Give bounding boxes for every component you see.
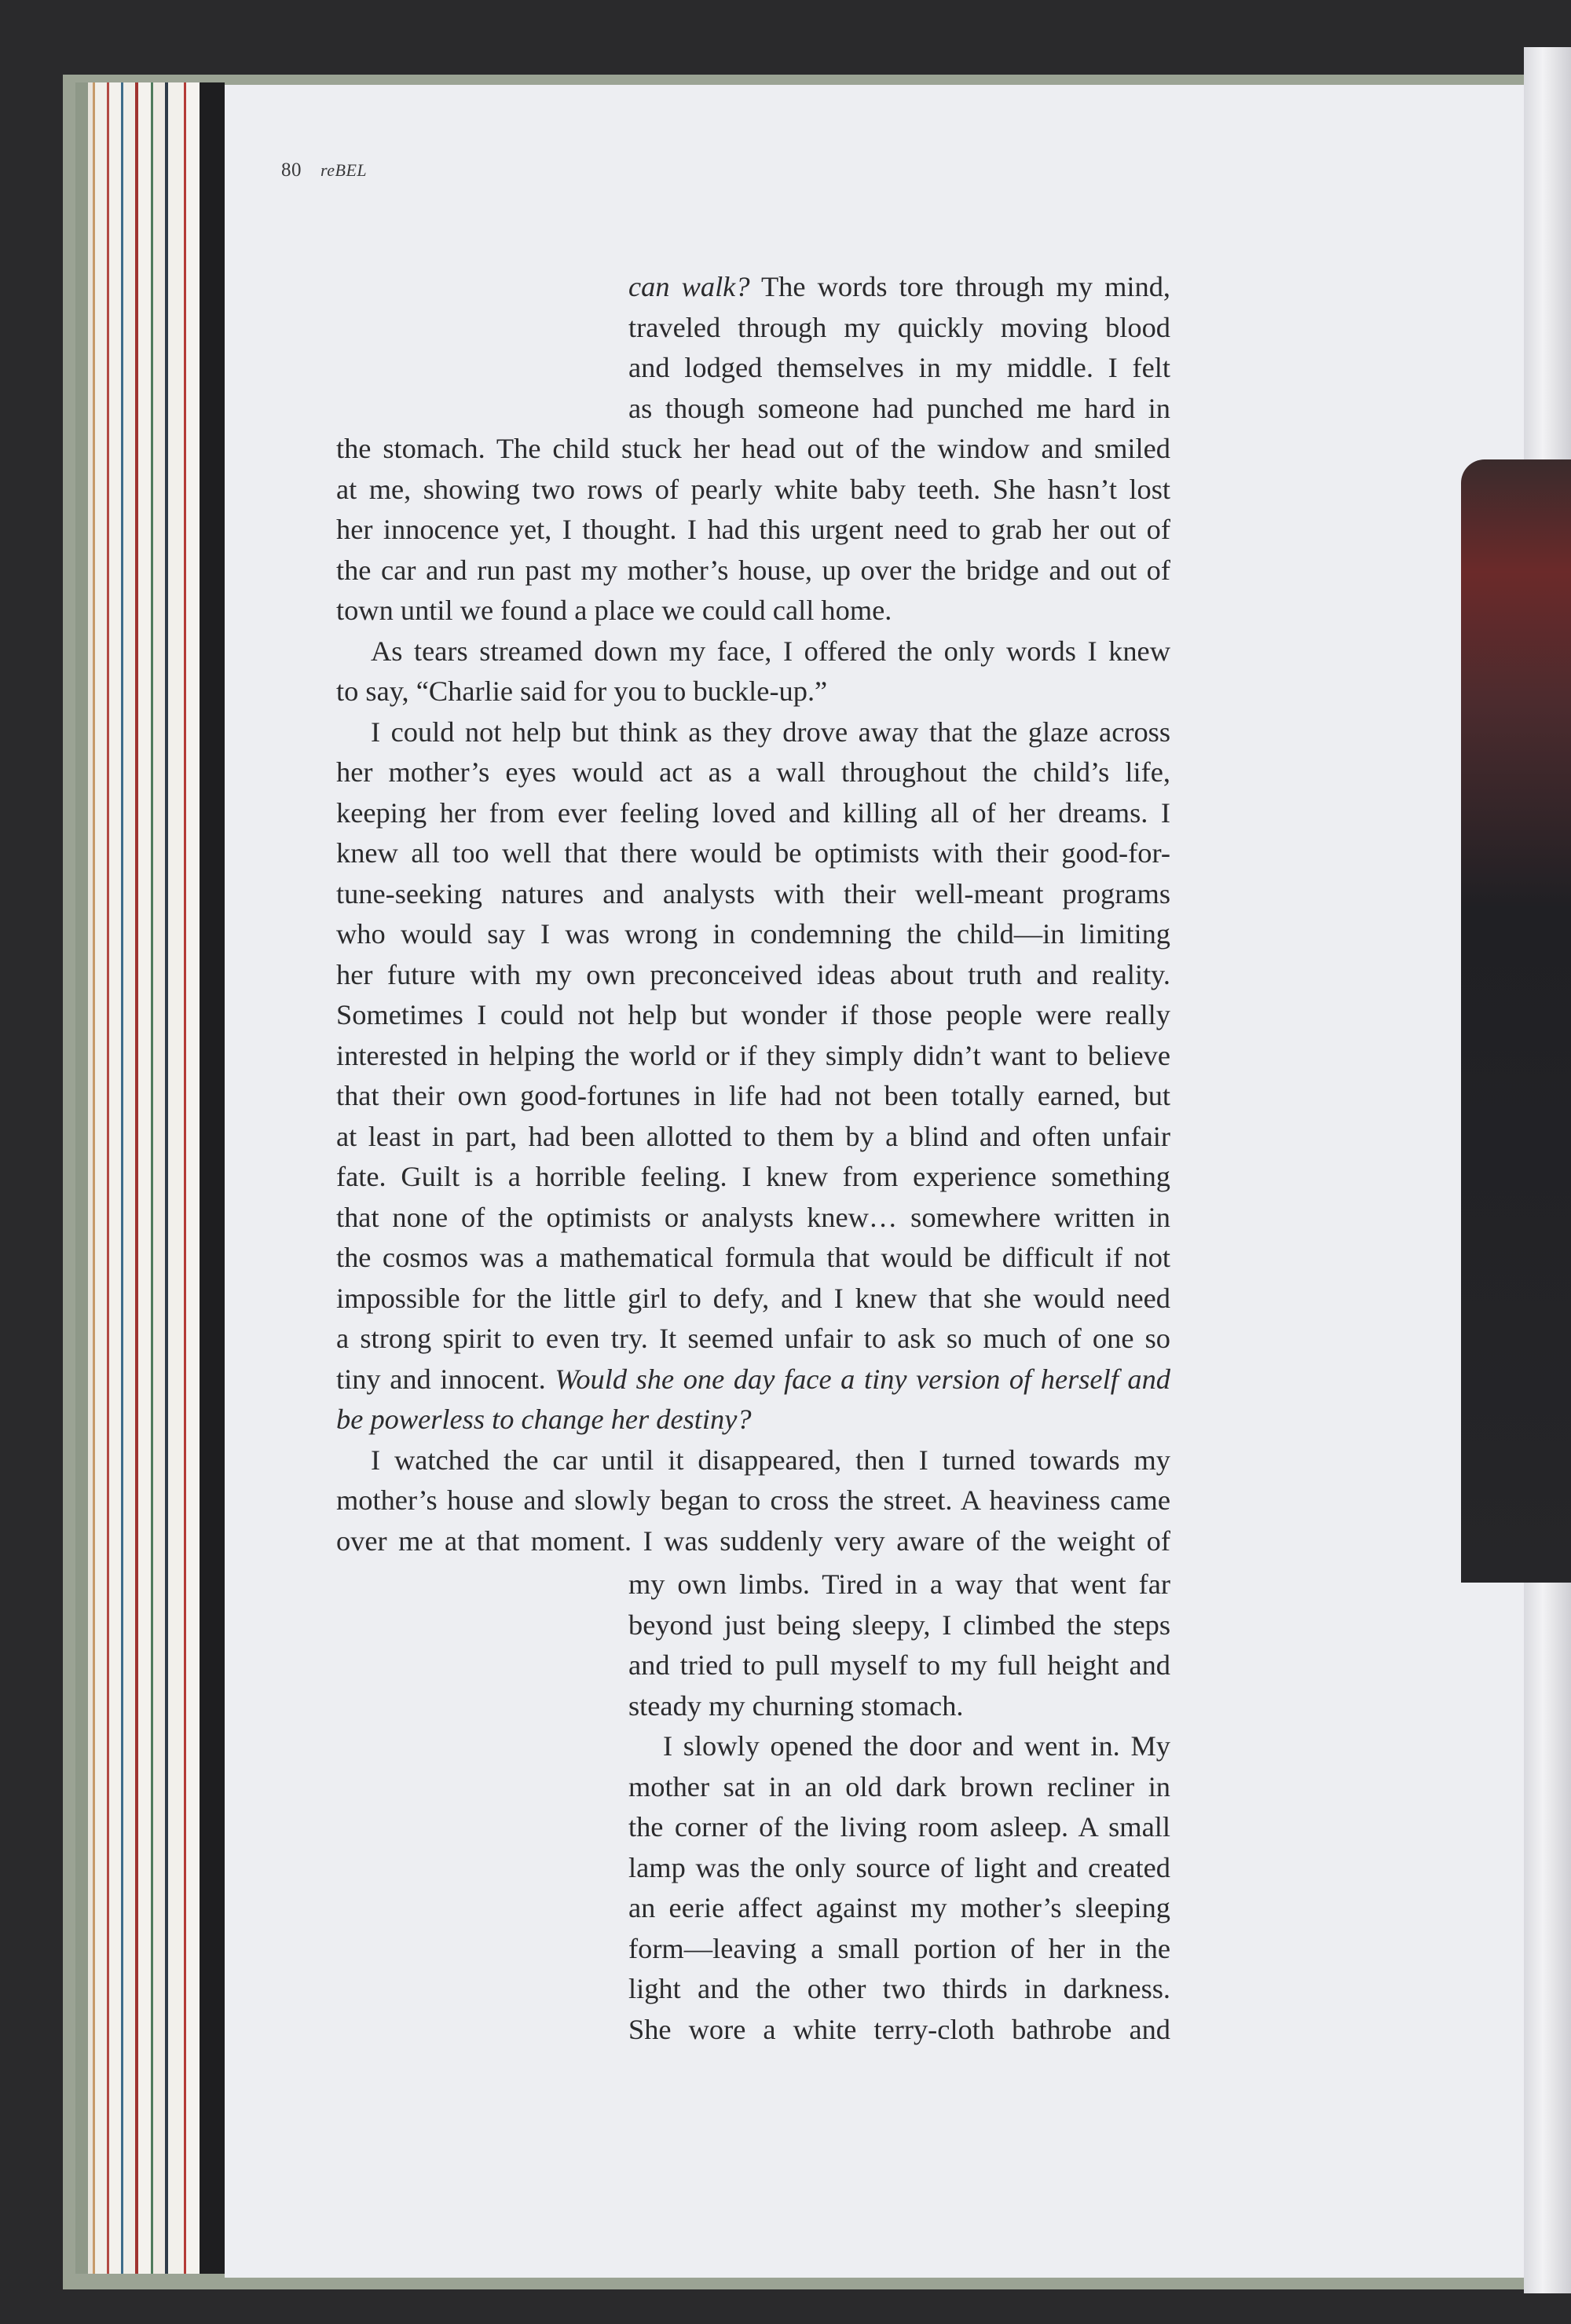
running-title: reBEL xyxy=(320,160,368,180)
text-line xyxy=(336,429,1170,470)
line-text: impossible for the little girl to defy, and I knew that she would need xyxy=(336,1282,1170,1314)
text-line xyxy=(628,1726,1170,1767)
line-text: steady my churning stomach. xyxy=(628,1689,964,1722)
running-header xyxy=(281,159,367,181)
text-line xyxy=(336,914,1170,955)
line-text: at me, showing two rows of pearly white baby teeth. She hasn’t lost xyxy=(336,473,1170,505)
text-line xyxy=(628,1605,1170,1646)
line-text: I watched the car until it disappeared, then I turned towards my xyxy=(371,1444,1170,1476)
text-line xyxy=(628,308,1170,349)
text-line xyxy=(336,793,1170,834)
line-text: to say, “Charlie said for you to buckle-up.” xyxy=(336,675,828,707)
text-line xyxy=(628,1969,1170,2010)
text-line xyxy=(336,712,1170,753)
text-line xyxy=(336,1198,1170,1239)
line-text: the corner of the living room asleep. A small xyxy=(628,1811,1170,1843)
line-text: lamp was the only source of light and created xyxy=(628,1851,1170,1883)
line-text: keeping her from ever feeling loved and killing all of her dreams. I xyxy=(336,796,1170,829)
line-text: knew all too well that there would be optimists with their good-for- xyxy=(336,837,1170,869)
line-text: town until we found a place we could call home. xyxy=(336,595,892,626)
line-text: fate. Guilt is a horrible feeling. I knew from experience something xyxy=(336,1161,1170,1192)
line-text: traveled through my quickly moving blood xyxy=(628,311,1170,343)
text-line xyxy=(628,1565,1170,1605)
page-number: 80 xyxy=(281,159,302,181)
text-line xyxy=(336,672,1170,712)
text-line xyxy=(628,1686,1170,1727)
line-text: mother sat in an old dark brown recliner in xyxy=(628,1770,1170,1802)
text-line xyxy=(336,1117,1170,1158)
text-line xyxy=(336,510,1170,551)
line-text: Sometimes I could not help but wonder if those people were really xyxy=(336,999,1170,1030)
text-line xyxy=(336,551,1170,591)
text-line xyxy=(336,1360,1170,1400)
line-text: I slowly opened the door and went in. My xyxy=(663,1730,1170,1762)
line-text: She wore a white terry-cloth bathrobe and xyxy=(628,2013,1170,2045)
line-text: at least in part, had been allotted to them by a blind and often unfair xyxy=(336,1120,1170,1152)
line-text: beyond just being sleepy, I climbed the steps xyxy=(628,1609,1170,1641)
text-column-bottom xyxy=(628,1565,1170,2050)
text-line xyxy=(628,389,1170,430)
text-line xyxy=(336,1319,1170,1360)
line-text: as though someone had punched me hard in xyxy=(628,392,1170,424)
line-text: her future with my own preconceived ideas about truth and reality. xyxy=(336,958,1170,990)
text-line xyxy=(336,752,1170,793)
text-line xyxy=(628,2010,1170,2051)
line-text: that none of the optimists or analysts knew… somewhere written in xyxy=(336,1201,1170,1233)
line-text: tiny and innocent. xyxy=(336,1363,555,1395)
text-line xyxy=(628,267,1170,308)
text-line xyxy=(336,1036,1170,1077)
line-text: that their own good-fortunes in life had not been totally earned, but xyxy=(336,1080,1170,1111)
text-line xyxy=(336,955,1170,996)
line-text: who would say I was wrong in condemning the child—in limiting xyxy=(336,918,1170,950)
text-line xyxy=(628,348,1170,389)
text-line xyxy=(336,995,1170,1036)
line-text: and lodged themselves in my middle. I felt xyxy=(628,352,1170,383)
line-text: the cosmos was a mathematical formula that would be difficult if not xyxy=(336,1242,1170,1273)
line-text: form—leaving a small portion of her in the xyxy=(628,1932,1170,1964)
line-text: my own limbs. Tired in a way that went far xyxy=(628,1568,1170,1600)
text-line xyxy=(336,1076,1170,1117)
text-line xyxy=(628,1645,1170,1686)
line-text: interested in helping the world or if they simply didn’t want to believe xyxy=(336,1039,1170,1071)
italic-text: be powerless to change her destiny? xyxy=(336,1404,752,1435)
text-line xyxy=(336,1238,1170,1279)
page-edges xyxy=(75,82,225,2274)
text-line xyxy=(336,874,1170,915)
text-line xyxy=(336,1440,1170,1481)
line-text: mother’s house and slowly began to cross the street. A heaviness came xyxy=(336,1484,1170,1516)
italic-text: Would she one day face a tiny version of herself and xyxy=(555,1363,1170,1395)
line-text: a strong spirit to even try. It seemed unfair to ask so much of one so xyxy=(336,1323,1170,1354)
line-text: The words tore through my mind, xyxy=(749,271,1170,302)
line-text: and tried to pull myself to my full height and xyxy=(628,1649,1170,1681)
line-text: light and the other two thirds in darkness. xyxy=(628,1973,1170,2004)
line-text: As tears streamed down my face, I offered the only words I knew xyxy=(371,635,1170,667)
text-column-top xyxy=(628,267,1170,429)
text-line xyxy=(336,470,1170,511)
text-line xyxy=(336,1157,1170,1198)
line-text: the car and run past my mother’s house, up over the bridge and out of xyxy=(336,554,1170,586)
text-line xyxy=(336,1279,1170,1319)
text-line xyxy=(628,1807,1170,1848)
text-line xyxy=(336,833,1170,874)
line-text: her mother’s eyes would act as a wall throughout the child’s life, xyxy=(336,756,1170,788)
text-line xyxy=(336,591,1170,631)
line-text: an eerie affect against my mother’s sleeping xyxy=(628,1892,1170,1923)
text-line xyxy=(336,1400,1170,1440)
facing-page-photo xyxy=(1461,459,1571,1583)
line-text: over me at that moment. I was suddenly very aware of the weight of xyxy=(336,1524,1170,1557)
text-line xyxy=(336,631,1170,672)
text-line xyxy=(628,1767,1170,1808)
text-line xyxy=(628,1848,1170,1889)
line-text: I could not help but think as they drove away that the glaze across xyxy=(371,715,1170,748)
line-text: her innocence yet, I thought. I had this urgent need to grab her out of xyxy=(336,514,1170,545)
line-text: tune-seeking natures and analysts with their well-meant programs xyxy=(336,877,1170,909)
text-column-wide xyxy=(336,429,1170,1561)
text-line xyxy=(628,1929,1170,1970)
text-line xyxy=(628,1888,1170,1929)
text-line xyxy=(336,1480,1170,1521)
line-text: the stomach. The child stuck her head out of the window and smiled xyxy=(336,433,1170,464)
italic-text: can walk? xyxy=(628,271,750,302)
text-line xyxy=(336,1521,1170,1562)
